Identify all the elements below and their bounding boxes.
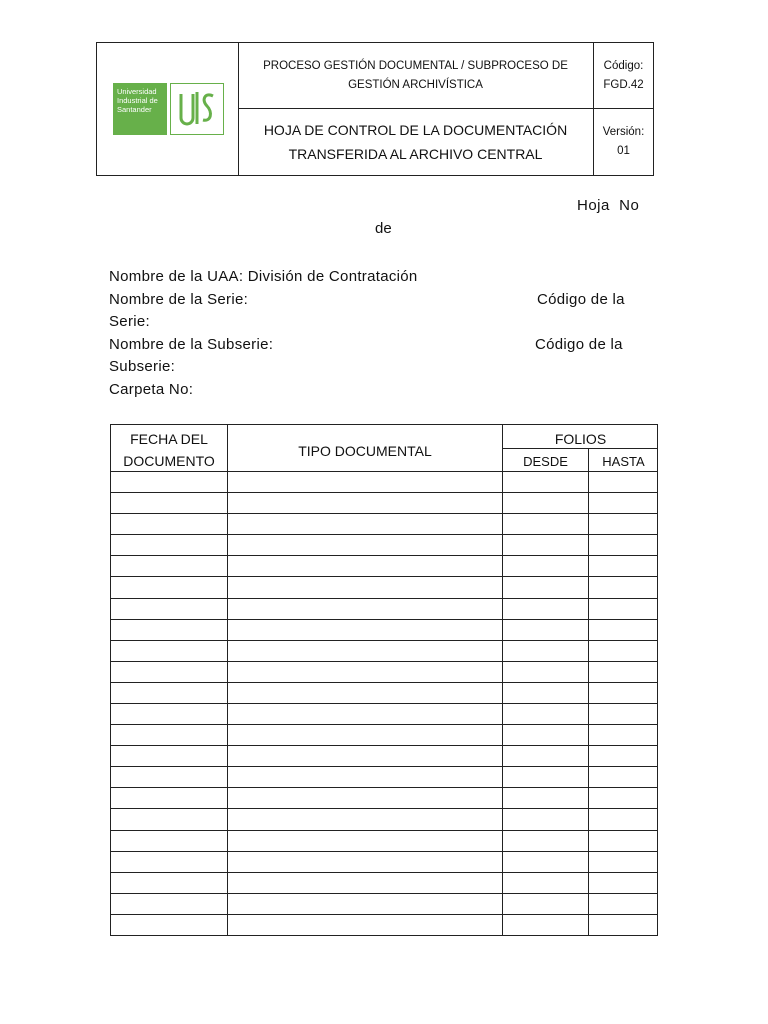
logo-text: Universidad Industrial de Santander (117, 87, 158, 114)
table-row-divider (111, 724, 657, 725)
table-row-divider (111, 555, 657, 556)
table-row-divider (111, 534, 657, 535)
table-row-divider (111, 640, 657, 641)
uaa-name: Nombre de la UAA: División de Contratación (109, 268, 418, 285)
table-row-divider (111, 851, 657, 852)
subserie-name-label: Nombre de la Subserie: (109, 336, 274, 353)
table-row-divider (111, 598, 657, 599)
table-row-divider (111, 872, 657, 873)
table-row-divider (111, 576, 657, 577)
table-row-divider (111, 830, 657, 831)
title-cell (238, 109, 594, 175)
col-header-folios: FOLIOS (554, 431, 607, 447)
folder-number-label: Carpeta No: (109, 381, 194, 398)
table-row-divider (111, 893, 657, 894)
university-logo (113, 83, 167, 135)
logo-cell (97, 43, 239, 175)
uis-logo-mark (170, 83, 224, 135)
table-row-divider (111, 492, 657, 493)
code-cell (594, 43, 653, 109)
table-row-divider (111, 766, 657, 767)
code-value: FGD.42 (603, 78, 644, 91)
table-row-divider (111, 745, 657, 746)
table-row-divider (111, 914, 657, 915)
table-row-divider (111, 661, 657, 662)
col-header-to: HASTA (602, 454, 645, 469)
subserie-code-label-cont: Subserie: (109, 358, 176, 375)
subserie-code-label: Código de la (535, 336, 623, 353)
uis-mark-icon (171, 84, 223, 134)
document-control-table (110, 424, 658, 936)
col-header-date: FECHA DEL DOCUMENTO (123, 431, 215, 469)
serie-code-label-cont: Serie: (109, 313, 150, 330)
sheet-of-label: de (375, 220, 392, 237)
table-row-divider (111, 787, 657, 788)
table-row-divider (111, 682, 657, 683)
form-title-line1: HOJA DE CONTROL DE LA DOCUMENTACIÓN (263, 122, 568, 138)
version-value: 01 (617, 145, 630, 157)
col-header-doc-type: TIPO DOCUMENTAL (298, 443, 432, 459)
serie-code-label: Código de la (537, 291, 625, 308)
version-cell (594, 109, 653, 175)
table-row-divider (111, 513, 657, 514)
process-cell (238, 43, 594, 109)
table-row-divider (111, 619, 657, 620)
form-title-line2: TRANSFERIDA AL ARCHIVO CENTRAL (288, 146, 543, 162)
version-label: Versión: (602, 126, 645, 138)
form-title (238, 109, 593, 175)
serie-name-label: Nombre de la Serie: (109, 291, 249, 308)
table-row-divider (111, 703, 657, 704)
sheet-number-label: Hoja No (577, 197, 640, 214)
col-header-from: DESDE (523, 454, 568, 469)
code-label: Código: (603, 59, 644, 72)
process-title: PROCESO GESTIÓN DOCUMENTAL / SUBPROCESO DE GESTIÓN ARCHIVÍSTICA (263, 59, 568, 91)
document-header (96, 42, 654, 176)
table-row-divider (111, 808, 657, 809)
